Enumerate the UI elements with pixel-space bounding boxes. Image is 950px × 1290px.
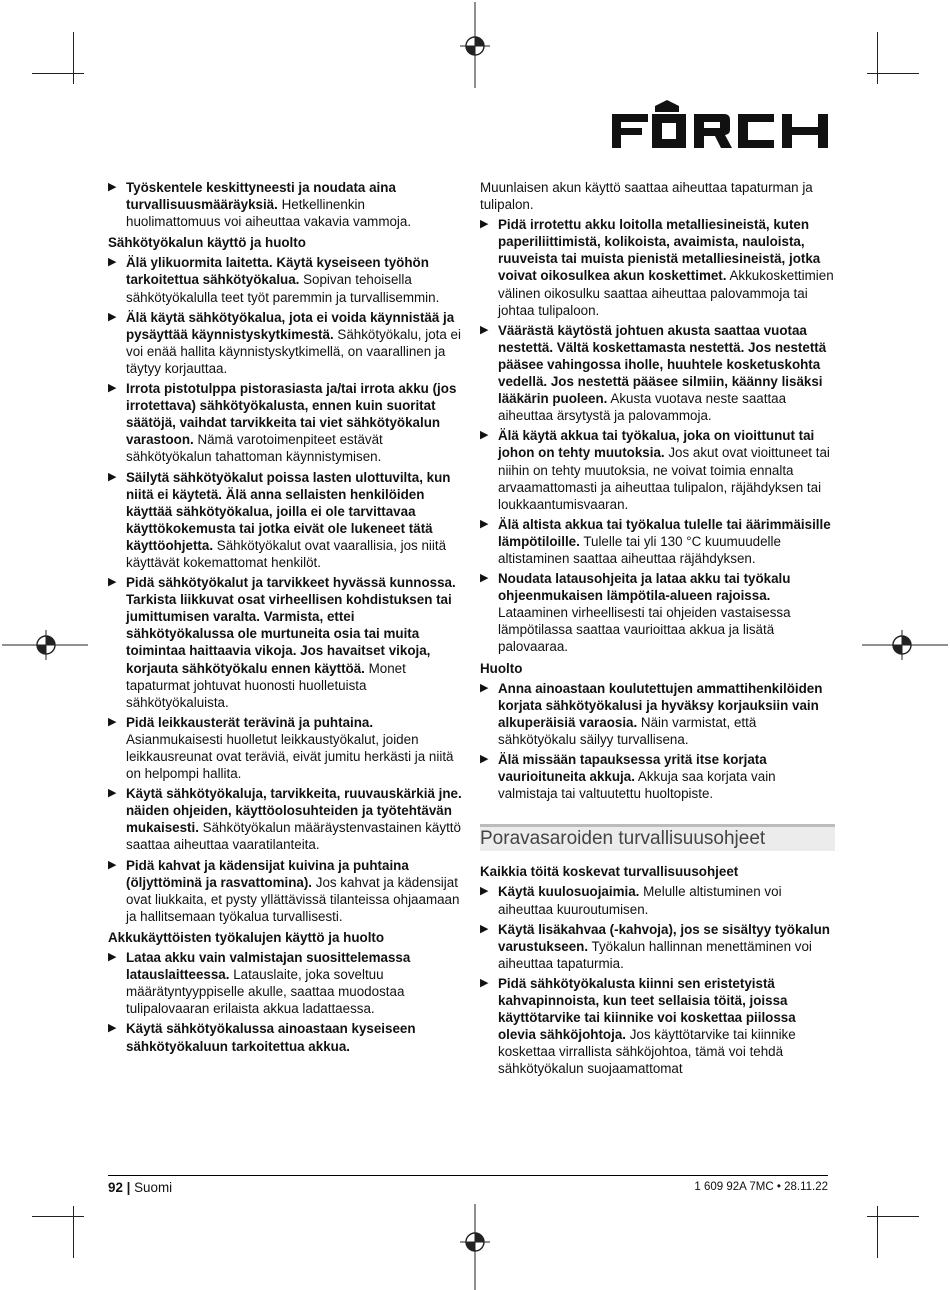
bullet-item: [480, 975, 835, 1078]
bullet-body-text: Melulle altistuminen voi aiheuttaa kuuroutumisen.: [498, 884, 782, 917]
bullet-body-text: Jos akut ovat vioittuneet tai niihin on tehty muutoksia, ne voivat toimia ennalta arvaamattomasti ja aiheuttaa tulipalon, räjähdyksen tai loukkaantumisvaaran.: [498, 445, 830, 512]
bullet-body-text: Työkalun hallinnan menettäminen voi aiheuttaa tapaturmia.: [498, 938, 812, 971]
subheading: Huolto: [480, 660, 523, 676]
bullet-body-text: Jos kahvat ja kädensijat ovat liukkaita, et pysty yllättävissä tilanteissa ohjaamaan ja hallitsemaan työkalua turvallisesti.: [126, 874, 460, 924]
footer-rule: [108, 1175, 828, 1176]
bullet-body-text: Näin varmistat, että sähkötyökalu säilyy turvallisena.: [498, 714, 757, 747]
bullet-body-text: Sähkötyökalun määräystenvastainen käyttö saattaa aiheuttaa vaaratilanteita.: [126, 820, 461, 853]
bullet-arrow-icon: ▶: [480, 323, 489, 336]
bullet-arrow-icon: ▶: [108, 470, 117, 483]
bullet-bold-text: Lataa akku vain valmistajan suosittelemassa latauslaitteessa.: [126, 950, 411, 983]
bullet-item: [108, 380, 463, 465]
bullet-arrow-icon: ▶: [480, 572, 489, 585]
bullet-arrow-icon: ▶: [480, 517, 489, 530]
bullet-bold-text: Älä käytä sähkötyökalua, jota ei voida käynnistää ja pysäyttää käynnistyskytkimestä.: [126, 309, 455, 342]
bullet-arrow-icon: ▶: [480, 429, 489, 442]
paragraph: Muunlaisen akun käyttö saattaa aiheuttaa tapaturman ja tulipalon.: [480, 180, 813, 213]
subheading: Akkukäyttöisten työkalujen käyttö ja huolto: [108, 929, 385, 945]
left-column: [108, 179, 463, 1058]
bullet-body-text: Nämä varotoimenpiteet estävät sähkötyökalun tahattoman käynnistymisen.: [126, 432, 383, 465]
bullet-body-text: Asianmukaisesti huolletut leikkaustyökalut, joiden leikkausreunat ovat teräviä, eivät jumitu herkästi ja niitä on helpompi hallita.: [126, 731, 454, 782]
bullet-item: [108, 254, 463, 305]
bullet-bold-text: Anna ainoastaan koulutettujen ammattihenkilöiden korjata sähkötyökalusi ja hyväksy korjauksiin vain alkuperäisiä varaosia.: [498, 680, 823, 730]
bullet-bold-text: Käytä sähkötyökaluja, tarvikkeita, ruuvauskärkiä jne. näiden ohjeiden, käyttöolosuhteiden ja työtehtävän mukaisesti.: [126, 786, 462, 836]
bullet-item: [108, 309, 463, 377]
bullet-bold-text: Pidä sähkötyökalut ja tarvikkeet hyvässä kunnossa. Tarkista liikkuvat osat virheellisen kohdistuksen tai jumittumisen varalta. Varmista, ettei sähkötyökalussa ole murtuneita osia tai muita toimintaa haittaavia vikoja. Jos havaitset vikoja, korjauta sähkötyökalu ennen käyttöä.: [126, 575, 456, 676]
bullet-item: [108, 469, 463, 572]
bullet-arrow-icon: ▶: [108, 382, 117, 395]
bullet-item: [480, 921, 835, 972]
bullet-body-text: Hetkellinenkin huolimattomuus voi aiheuttaa vakavia vammoja.: [126, 197, 412, 230]
bullet-item: [480, 427, 835, 512]
subheading: Sähkötyökalun käyttö ja huolto: [108, 235, 306, 251]
bullet-item: [108, 714, 463, 782]
bullet-arrow-icon: ▶: [108, 576, 117, 589]
bullet-item: [480, 680, 835, 748]
bullet-arrow-icon: ▶: [108, 310, 117, 323]
footer-page-info: [108, 1180, 172, 1195]
bullet-bold-text: Käytä kuulosuojaimia.: [498, 884, 640, 900]
bullet-bold-text: Noudata latausohjeita ja lataa akku tai työkalu ohjeenmukaisen lämpötila-alueen rajoissa.: [498, 571, 791, 604]
bullet-bold-text: Säilytä sähkötyökalut poissa lasten ulottuvilta, kun niitä ei käytetä. Älä anna sellaisten henkilöiden käyttää sähkötyökalua, joilla ei ole tarvittavaa käyttökokemusta tai jotka eivät ole lukeneet tätä käyttöohjetta.: [126, 469, 451, 553]
bullet-bold-text: Pidä leikkausterät terävinä ja puhtaina.: [126, 714, 374, 730]
registration-mark-right: [862, 625, 948, 665]
bullet-bold-text: Käytä lisäkahvaa (-kahvoja), jos se sisältyy työkalun varustukseen.: [498, 921, 830, 954]
bullet-body-text: Tulelle tai yli 130 °C kuumuudelle altistaminen saattaa aiheuttaa räjähdyksen.: [498, 533, 781, 566]
page-language: Suomi: [134, 1180, 173, 1195]
bullet-arrow-icon: ▶: [108, 715, 117, 728]
bullet-item: [480, 883, 835, 917]
bullet-body-text: Jos käyttötarvike tai kiinnike koskettaa virrallista sähköjohtoa, tämä voi tehdä sähkötyökalun suojaamattomat: [498, 1027, 796, 1077]
bullet-body-text: Lataaminen virheellisesti tai ohjeiden vastaisessa lämpötilassa saattaa vaurioittaa akkua ja lisätä palovaaraa.: [498, 605, 791, 655]
bullet-arrow-icon: ▶: [480, 681, 489, 694]
bullet-body-text: Latauslaite, joka soveltuu määrätyntyyppiselle akulle, saattaa muodostaa tulipalovaaran erilaista akkua ladattaessa.: [126, 967, 405, 1017]
bullet-body-text: Akusta vuotava neste saattaa aiheuttaa ärsytystä ja palovammoja.: [498, 391, 787, 424]
bullet-item: [108, 574, 463, 711]
bullet-bold-text: Älä missään tapauksessa yritä itse korjata vaurioituneita akkuja.: [498, 752, 767, 785]
right-column: [480, 179, 835, 1081]
footer-separator: |: [126, 1180, 131, 1195]
section-title: Poravasaroiden turvallisuusohjeet: [480, 824, 835, 851]
registration-mark-bottom: [455, 1204, 495, 1290]
subheading: Kaikkia töitä koskevat turvallisuusohjeet: [480, 864, 739, 880]
bullet-bold-text: Käytä sähkötyökalussa ainoastaan kyseiseen sähkötyökaluun tarkoitettua akkua.: [126, 1021, 416, 1054]
bullet-arrow-icon: ▶: [108, 951, 117, 964]
forch-logo: [612, 100, 828, 152]
bullet-item: [480, 216, 835, 319]
document-code: 1 609 92A 7MC • 28.11.22: [694, 1181, 828, 1193]
bullet-bold-text: Pidä kahvat ja kädensijat kuivina ja puhtaina (öljyttöminä ja rasvattomina).: [126, 857, 409, 890]
bullet-bold-text: Pidä irrotettu akku loitolla metalliesineistä, kuten paperiliittimistä, kolikoista, avaimista, nauloista, ruuveista tai muista pienistä metalliesineistä, jotka voivat oikosulkea akun koskettimet.: [498, 217, 821, 284]
bullet-item: [108, 785, 463, 853]
bullet-item: [108, 179, 463, 230]
bullet-arrow-icon: ▶: [480, 218, 489, 231]
bullet-bold-text: Älä altista akkua tai työkalua tulelle tai äärimmäisille lämpötiloille.: [498, 516, 831, 549]
bullet-body-text: Sähkötyökalu, jota ei voi enää hallita käynnistyskytkimellä, on vaarallinen ja täytyy korjauttaa.: [126, 326, 461, 376]
registration-mark-left: [2, 625, 88, 665]
bullet-body-text: Monet tapaturmat johtuvat huonosti huolletuista sähkötyökaluista.: [126, 660, 406, 710]
bullet-bold-text: Väärästä käytöstä johtuen akusta saattaa vuotaa nestettä. Vältä koskettamasta nestettä. Jos nestettä pääsee vahingossa iholle, huuhtele kosketuskohta vedellä. Jos nestettä pääsee silmiin, käänny lisäksi lääkärin puoleen.: [498, 322, 827, 407]
bullet-item: [108, 949, 463, 1017]
bullet-bold-text: Irrota pistotulppa pistorasiasta ja/tai irrota akku (jos irrotettava) sähkötyökalusta, ennen kuin suoritat säätöjä, vaihdat tarvikkeita tai viet sähkötyökalun varastoon.: [126, 381, 457, 448]
bullet-arrow-icon: ▶: [480, 753, 489, 765]
bullet-arrow-icon: ▶: [108, 181, 117, 193]
bullet-body-text: Akkuja saa korjata vain valmistaja tai valtuutettu huoltopiste.: [498, 769, 776, 802]
bullet-bold-text: Pidä sähkötyökalusta kiinni sen eristetyistä kahvapinnoista, kun teet sellaisia töitä, joissa käyttötarvike tai kiinnike voi koskettaa piilossa olevia sähköjohtoja.: [498, 975, 796, 1043]
bullet-body-text: Sopivan tehoisella sähkötyökalulla teet työt paremmin ja turvallisemmin.: [126, 272, 440, 305]
bullet-arrow-icon: ▶: [108, 787, 117, 800]
registration-mark-top: [455, 2, 495, 88]
bullet-item: [480, 751, 835, 802]
bullet-arrow-icon: ▶: [108, 1022, 117, 1035]
bullet-body-text: Sähkötyökalut ovat vaarallisia, jos niitä käyttävät kokemattomat henkilöt.: [126, 537, 447, 570]
bullet-bold-text: Työskentele keskittyneesti ja noudata aina turvallisuusmääräyksiä.: [126, 180, 396, 213]
bullet-item: [480, 322, 835, 425]
bullet-bold-text: Älä ylikuormita laitetta. Käytä kyseiseen työhön tarkoitettua sähkötyökalua.: [126, 255, 429, 288]
bullet-bold-text: Älä käytä akkua tai työkalua, joka on vioittunut tai johon on tehty muutoksia.: [498, 428, 815, 461]
bullet-arrow-icon: ▶: [108, 858, 117, 871]
page-number: 92: [108, 1180, 123, 1195]
bullet-arrow-icon: ▶: [480, 922, 489, 935]
bullet-arrow-icon: ▶: [108, 256, 117, 269]
bullet-item: [480, 570, 835, 655]
bullet-item: [108, 1020, 463, 1054]
bullet-arrow-icon: ▶: [480, 976, 489, 989]
bullet-arrow-icon: ▶: [480, 885, 489, 898]
bullet-body-text: Akkukoskettimien välinen oikosulku saattaa aiheuttaa palovammoja tai johtaa tulipaloon.: [498, 268, 834, 318]
bullet-item: [480, 516, 835, 567]
bullet-item: [108, 857, 463, 925]
